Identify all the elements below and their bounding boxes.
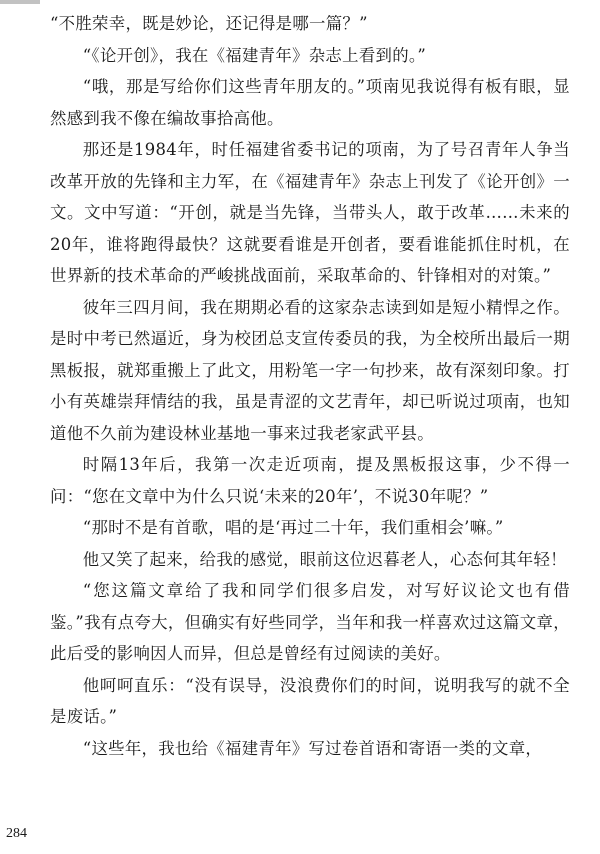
paragraph-4: 那还是1984年，时任福建省委书记的项南，为了号召青年人争当改革开放的先锋和主力军，在《福建青年》杂志上刊发了《论开创》一文。文中写道：“开创，就是当先锋，当带头人，敢于改革……未来的20年，谁将跑得最快？这就要看谁是开创者，要看谁能抓住时机，在世界新的技术革命的严峻挑战面前，采取革命的、针锋相对的对策。” [50,140,570,285]
paragraph-3: “哦，那是写给你们这些青年朋友的。”项南见我说得有板有眼，显然感到我不像在编故事拾高他。 [50,77,570,128]
paragraph-8: 他又笑了起来，给我的感觉，眼前这位迟暮老人，心态何其年轻！ [82,549,567,569]
paragraph-10: 他呵呵直乐：“没有误导，没浪费你们的时间，说明我写的就不全是废话。” [50,675,570,726]
paragraph-1: “不胜荣幸，既是妙论，还记得是哪一篇？” [50,14,368,33]
page-number: 284 [6,826,27,841]
paragraph-7: “那时不是有首歌，唱的是‘再过二十年，我们重相会’嘛。” [82,518,504,537]
paragraph-9: “您这篇文章给了我和同学们很多启发，对写好议论文也有借鉴。”我有点夸大，但确实有好些同学，当年和我一样喜欢过这篇文章，此后受的影响因人而异，但总是曾经有过阅读的美好。 [50,581,570,663]
book-page-body [50,8,570,764]
scan-edge-mark [0,0,40,4]
paragraph-2: “《论开创》，我在《福建青年》杂志上看到的。” [82,45,427,65]
paragraph-11: “这些年，我也给《福建青年》写过卷首语和寄语一类的文章， [82,738,543,758]
paragraph-6: 时隔13年后，我第一次走近项南，提及黑板报这事，少不得一问：“您在文章中为什么只说‘未来的20年’，不说30年呢？” [50,455,570,506]
paragraph-5: 彼年三四月间，我在期期必看的这家杂志读到如是短小精悍之作。是时中考已然逼近，身为校团总支宣传委员的我，为全校所出最后一期黑板报，就郑重搬上了此文，用粉笔一字一句抄来，故有深刻印象。打小有英雄崇拜情结的我，虽是青涩的文艺青年，却已听说过项南，也知道他不久前为建设林业基地一事来过我老家武平县。 [50,297,570,443]
